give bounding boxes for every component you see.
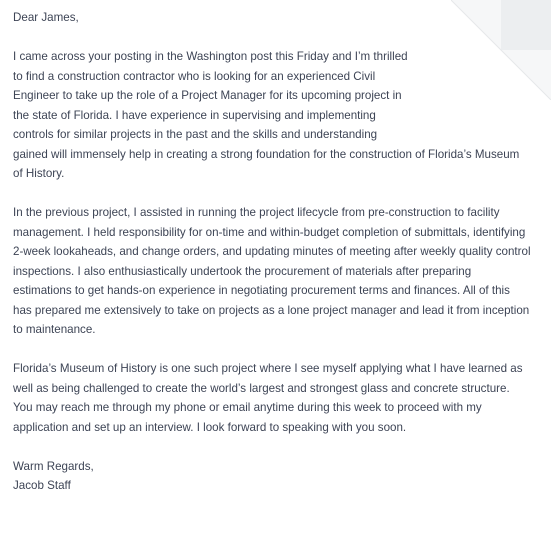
paragraph-line: of History. (13, 167, 65, 180)
paragraph-line: inspections. I also enthusiastically undertook the procurement of materials after preparing (13, 264, 472, 278)
letter-greeting (13, 8, 533, 28)
paragraph-line: controls for similar projects in the past and the skills and understanding (13, 128, 378, 141)
paragraph-line: has prepared me extensively to take on projects as a lone project manager and lead it from inception (13, 303, 530, 317)
paragraph-line: In the previous project, I assisted in running the project lifecycle from pre-construction to facility (13, 206, 500, 219)
paragraph-line: You may reach me through my phone or email anytime during this week to proceed with my (13, 401, 482, 414)
paragraph-line: the state of Florida. I have experience in supervising and implementing (13, 108, 376, 122)
letter-paragraph-3 (13, 359, 533, 437)
paragraph-line: well as being challenged to create the world’s largest and strongest glass and concrete structure. (13, 381, 510, 395)
paragraph-line: 2-week lookaheads, and change orders, and updating minutes of meeting after weekly quality control (13, 245, 531, 258)
paragraph-line: Engineer to take up the role of a Project Manager for its upcoming project in (13, 89, 402, 102)
paragraph-line: Florida’s Museum of History is one such project where I see myself applying what I have learned as (13, 362, 523, 375)
paragraph-line: gained will immensely help in creating a strong foundation for the construction of Florida’s Museum (13, 147, 520, 161)
paragraph-line: application and set up an interview. I look forward to speaking with you soon. (13, 420, 407, 434)
greeting-text: Dear James, (13, 11, 79, 24)
letter-body (13, 8, 533, 496)
signature-name: Jacob Staff (13, 479, 71, 492)
letter-paragraph-1 (13, 47, 533, 184)
paragraph-line: management. I held responsibility for on-time and within-budget completion of submittals, identifying (13, 225, 526, 239)
paragraph-line: to maintenance. (13, 323, 96, 336)
closing-text: Warm Regards, (13, 459, 94, 473)
letter-paragraph-2 (13, 203, 533, 340)
letter-closing (13, 457, 533, 496)
paragraph-line: to find a construction contractor who is looking for an experienced Civil (13, 69, 376, 83)
paragraph-line: estimations to get hands-on experience in negotiating procurement terms and finances. All of this (13, 284, 510, 297)
paragraph-line: I came across your posting in the Washington post this Friday and I’m thrilled (13, 50, 408, 63)
